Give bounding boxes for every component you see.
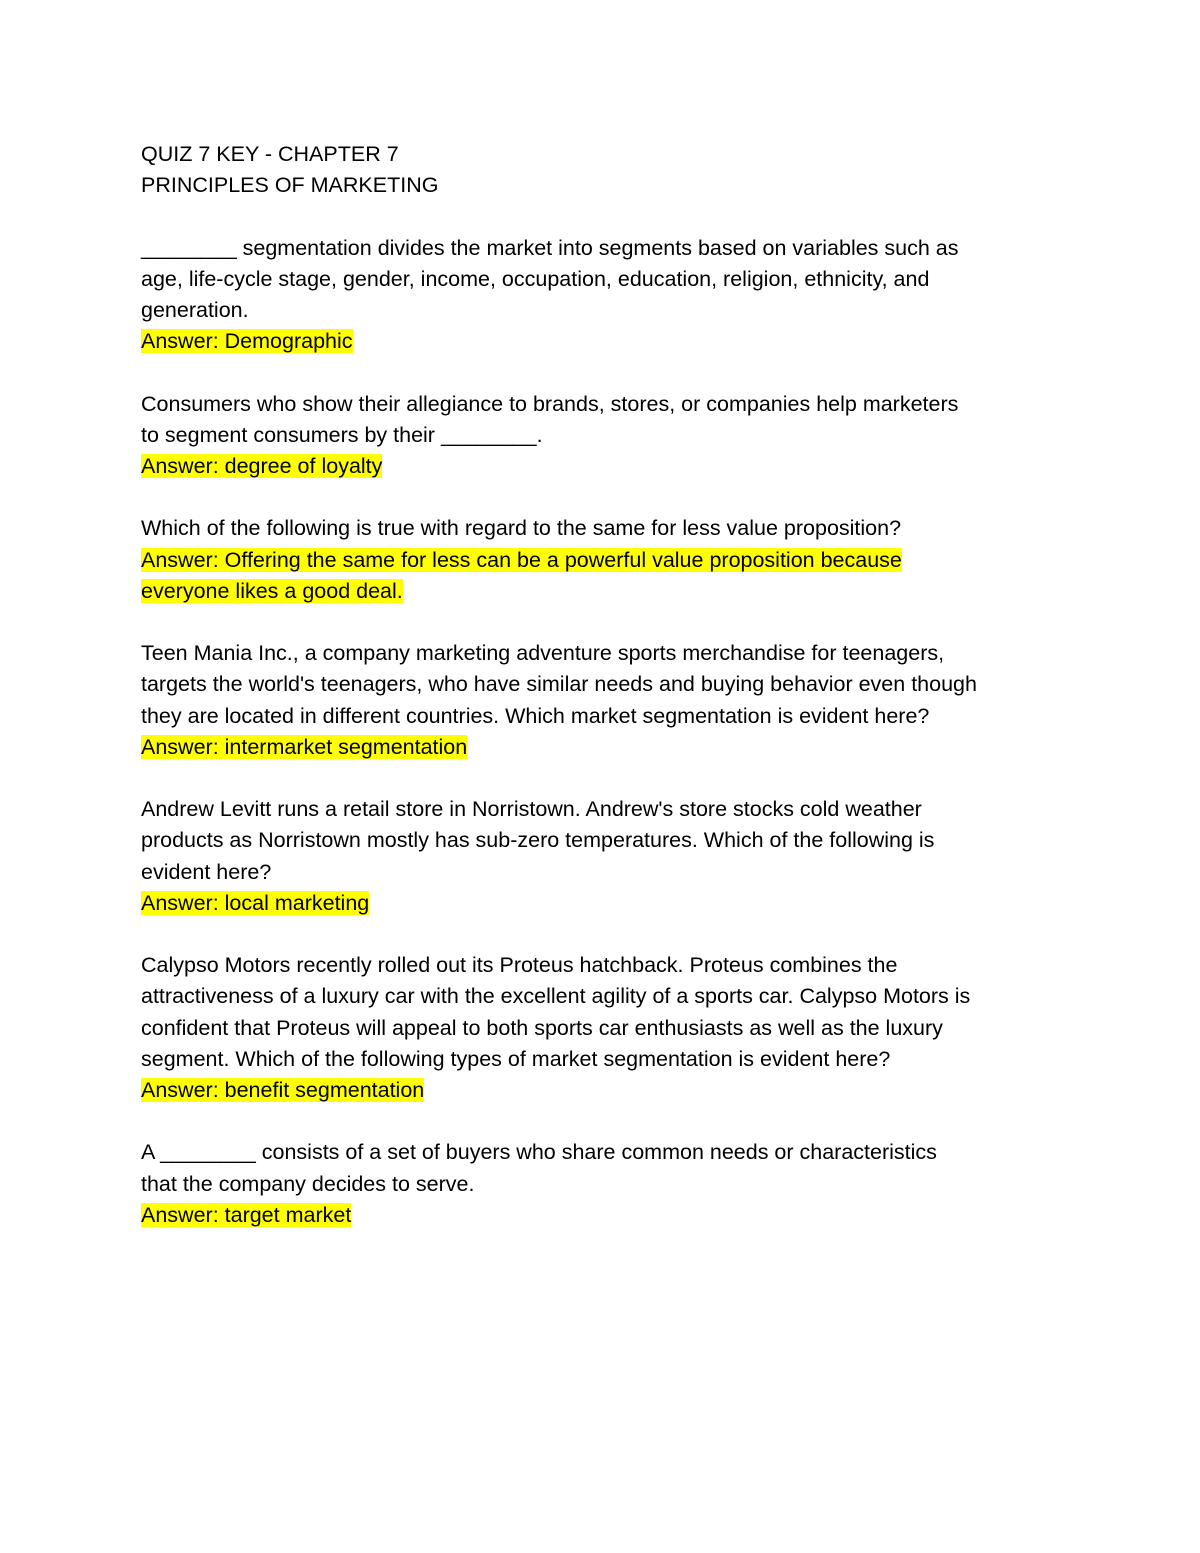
question-block xyxy=(141,513,1071,607)
question-text-line: products as Norristown mostly has sub-zero temperatures. Which of the following is xyxy=(141,828,935,853)
document-page xyxy=(141,139,1071,1262)
question-block xyxy=(141,794,1071,919)
question-text-line: Which of the following is true with regard to the same for less value proposition? xyxy=(141,516,902,541)
answer-highlight: Answer: degree of loyalty xyxy=(141,454,383,478)
question-block xyxy=(141,950,1071,1106)
question-text-line: evident here? xyxy=(141,859,272,884)
question-text-line: attractiveness of a luxury car with the excellent agility of a sports car. Calypso Motors is xyxy=(141,984,971,1009)
question-text-line: Teen Mania Inc., a company marketing adventure sports merchandise for teenagers, xyxy=(141,641,945,666)
question-text-line: Calypso Motors recently rolled out its Proteus hatchback. Proteus combines the xyxy=(141,953,898,978)
question-text-line: to segment consumers by their ________. xyxy=(141,422,543,447)
document-title: QUIZ 7 KEY - CHAPTER 7 xyxy=(141,142,399,166)
question-block xyxy=(141,389,1071,483)
answer-highlight: Answer: benefit segmentation xyxy=(141,1078,425,1102)
document-header xyxy=(141,139,1071,201)
question-text-line: segment. Which of the following types of market segmentation is evident here? xyxy=(141,1046,891,1071)
document-subtitle: PRINCIPLES OF MARKETING xyxy=(141,173,439,198)
question-text-line: that the company decides to serve. xyxy=(141,1171,475,1196)
answer-highlight: Answer: local marketing xyxy=(141,890,370,915)
question-block xyxy=(141,1137,1071,1231)
question-text-line: confident that Proteus will appeal to both sports car enthusiasts as well as the luxury xyxy=(141,1015,943,1040)
answer-highlight: Answer: Offering the same for less can be a powerful value proposition because xyxy=(141,547,902,572)
question-text-line: Andrew Levitt runs a retail store in Norristown. Andrew's store stocks cold weather xyxy=(141,797,922,822)
answer-highlight: Answer: intermarket segmentation xyxy=(141,734,468,759)
question-text-line: age, life-cycle stage, gender, income, occupation, education, religion, ethnicity, and xyxy=(141,266,930,291)
answer-highlight: everyone likes a good deal. xyxy=(141,578,403,603)
question-text-line: targets the world's teenagers, who have similar needs and buying behavior even though xyxy=(141,672,977,697)
answer-highlight: Answer: Demographic xyxy=(141,329,353,354)
question-text-line: Consumers who show their allegiance to brands, stores, or companies help marketers xyxy=(141,391,959,416)
answer-highlight: Answer: target market xyxy=(141,1202,352,1227)
question-text-line: they are located in different countries. Which market segmentation is evident here? xyxy=(141,703,930,728)
question-block xyxy=(141,233,1071,358)
question-block xyxy=(141,638,1071,763)
question-text-line: A ________ consists of a set of buyers who share common needs or characteristics xyxy=(141,1140,937,1165)
question-text-line: generation. xyxy=(141,298,249,322)
question-text-line: ________ segmentation divides the market into segments based on variables such as xyxy=(141,235,959,260)
